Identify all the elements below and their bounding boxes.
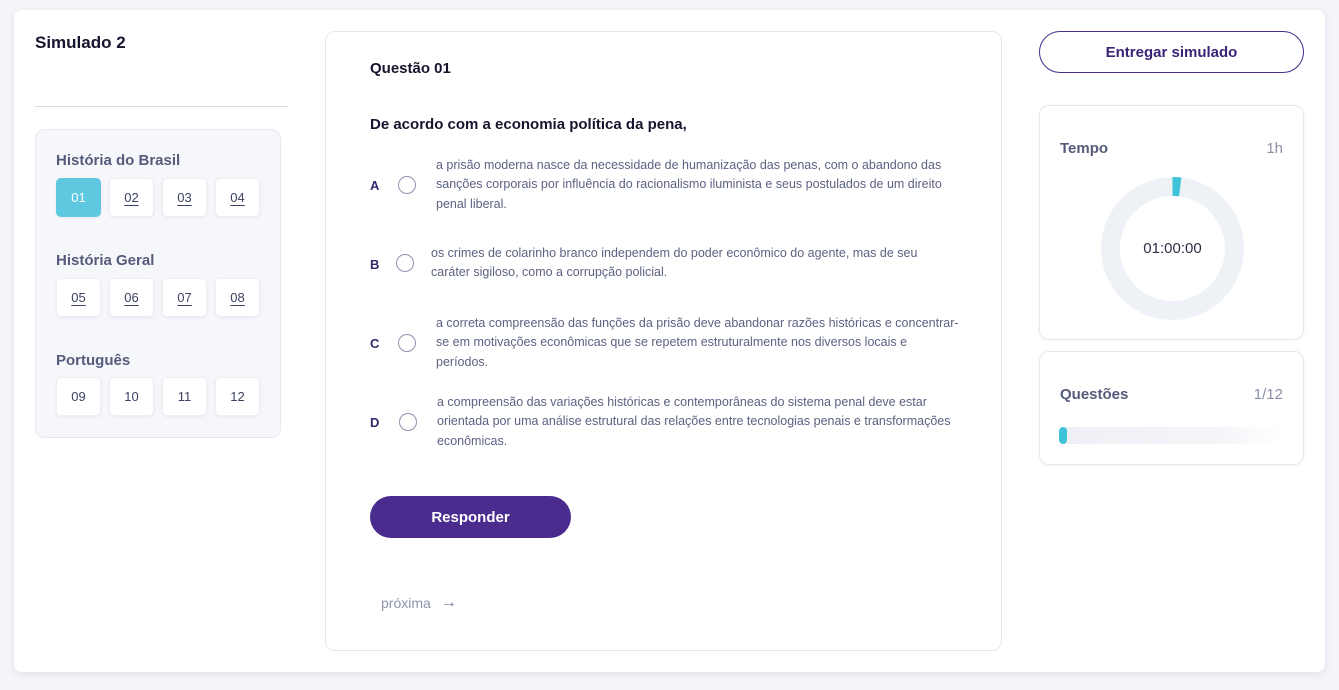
question-button-03[interactable]: 03 <box>162 178 207 217</box>
question-stem: De acordo com a economia política da pena, <box>370 116 687 133</box>
group-title-portugues: Português <box>56 352 131 369</box>
question-button-01[interactable]: 01 <box>56 178 101 217</box>
divider <box>35 106 288 107</box>
option-letter: C <box>370 336 380 351</box>
questions-label: Questões <box>1060 386 1129 403</box>
time-label: Tempo <box>1060 140 1109 157</box>
next-label: próxima <box>381 595 431 611</box>
option-letter: D <box>370 415 380 430</box>
question-button-11[interactable]: 11 <box>162 377 207 416</box>
option-c[interactable] <box>370 314 960 372</box>
simulado-title: Simulado 2 <box>35 33 126 52</box>
option-c-radio[interactable] <box>398 334 416 352</box>
option-text: a correta compreensão das funções da prisão deve abandonar razões históricas e concentrar-se em motivações econômicas que se repetem estruturalmente nos diversos locais e períodos. <box>436 316 959 369</box>
option-d[interactable] <box>370 393 960 451</box>
questions-progress-fill <box>1059 427 1067 444</box>
option-text: os crimes de colarinho branco independem do poder econômico do agente, mas de seu caráter sigiloso, como a corrupção policial. <box>431 246 918 280</box>
question-button-06[interactable]: 06 <box>109 278 154 317</box>
next-question-link[interactable] <box>381 594 457 612</box>
arrow-right-icon: → <box>440 594 457 611</box>
option-letter: A <box>370 178 380 193</box>
option-text: a prisão moderna nasce da necessidade de humanização das penas, com o abandono das sanções corporais por influência do racionalismo iluminista e seus postulados de um direito penal liberal. <box>436 158 942 211</box>
time-card <box>1039 105 1304 340</box>
group-title-historia-brasil: História do Brasil <box>56 152 181 169</box>
question-button-08[interactable]: 08 <box>215 278 260 317</box>
option-a[interactable] <box>370 156 960 214</box>
questions-progress-card <box>1039 351 1304 465</box>
option-d-radio[interactable] <box>399 413 417 431</box>
question-button-02[interactable]: 02 <box>109 178 154 217</box>
question-card <box>325 31 1002 651</box>
question-button-04[interactable]: 04 <box>215 178 260 217</box>
questions-count: 1/12 <box>1253 386 1283 403</box>
question-number: Questão 01 <box>370 60 451 77</box>
question-navigator <box>35 129 281 438</box>
option-b[interactable] <box>370 244 960 284</box>
submit-simulado-button[interactable]: Entregar simulado <box>1039 31 1304 73</box>
option-a-radio[interactable] <box>398 176 416 194</box>
option-text: a compreensão das variações históricas e contemporâneas do sistema penal deve estar orientada por uma análise estrutural das relações entre tecnologias penais e transformações econômicas. <box>437 395 951 448</box>
question-button-07[interactable]: 07 <box>162 278 207 317</box>
time-total: 1h <box>1266 140 1283 157</box>
option-letter: B <box>370 257 380 272</box>
option-b-radio[interactable] <box>396 254 414 272</box>
group-title-historia-geral: História Geral <box>56 252 155 269</box>
question-button-09[interactable]: 09 <box>56 377 101 416</box>
timer-remaining: 01:00:00 <box>1143 240 1202 257</box>
question-button-12[interactable]: 12 <box>215 377 260 416</box>
question-button-05[interactable]: 05 <box>56 278 101 317</box>
question-button-10[interactable]: 10 <box>109 377 154 416</box>
answer-button[interactable]: Responder <box>370 496 571 538</box>
questions-progress-bar <box>1059 427 1283 444</box>
